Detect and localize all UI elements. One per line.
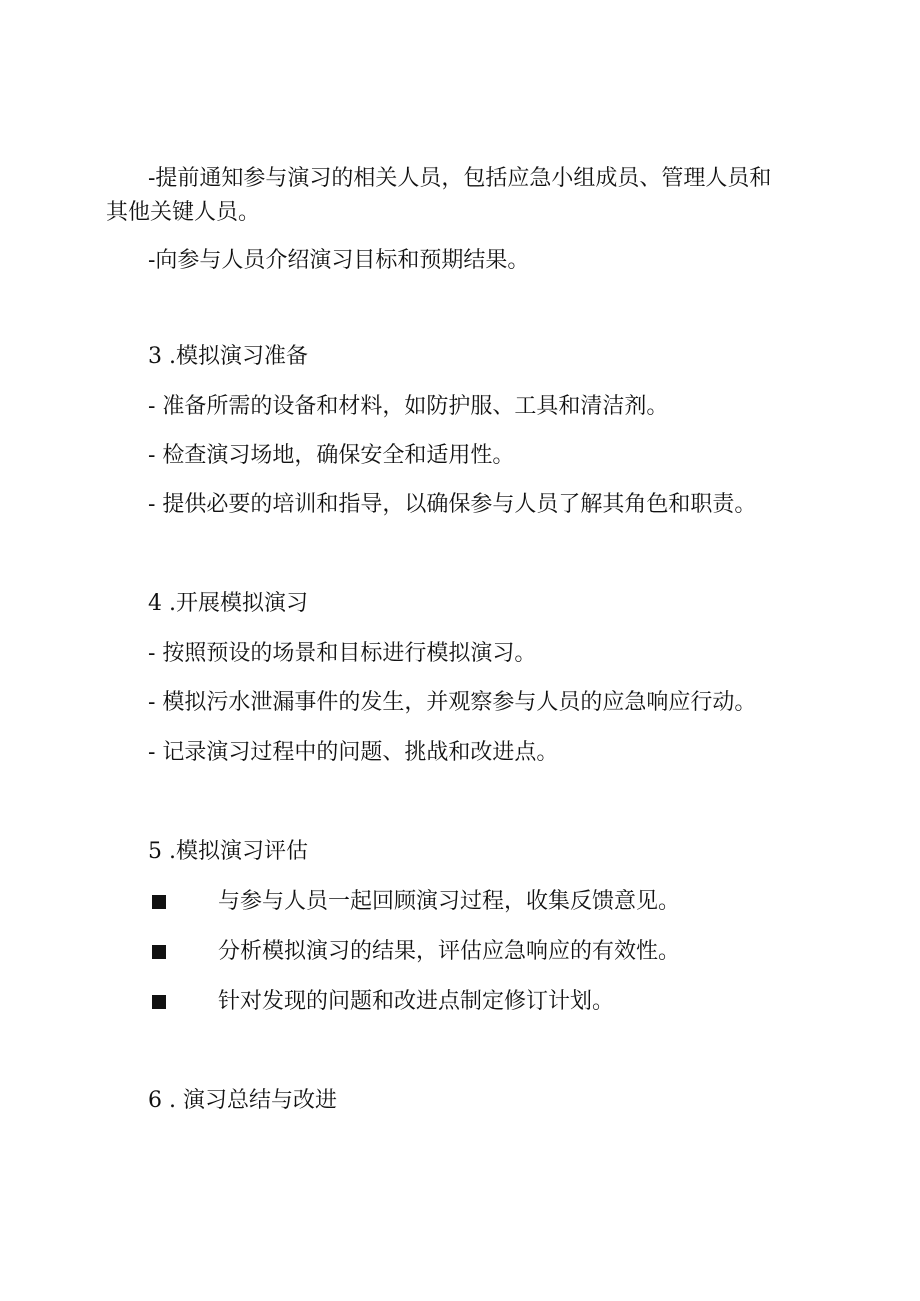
section-5-item-1-text: 与参与人员一起回顾演习过程，收集反馈意见。 [218,889,681,914]
section-3-item-1: - 准备所需的设备和材料，如防护服、工具和清洁剂。 [148,394,669,419]
section-4-item-1: - 按照预设的场景和目标进行模拟演习。 [148,641,537,666]
intro-line-1: -提前通知参与演习的相关人员，包括应急小组成员、管理人员和 [148,166,772,191]
intro-line-2: 其他关键人员。 [106,200,261,225]
section-6-heading: 6 . 演习总结与改进 [148,1088,337,1113]
square-bullet-icon [152,895,166,909]
section-4-item-3: - 记录演习过程中的问题、挑战和改进点。 [148,740,559,765]
section-3-heading: 3 .模拟演习准备 [148,344,308,369]
square-bullet-icon [152,995,166,1009]
section-5-item-3-text: 针对发现的问题和改进点制定修订计划。 [218,989,615,1014]
section-3-item-2: - 检查演习场地，确保安全和适用性。 [148,443,515,468]
section-4-item-2: - 模拟污水泄漏事件的发生，并观察参与人员的应急响应行动。 [148,690,757,715]
intro-line-3: -向参与人员介绍演习目标和预期结果。 [148,248,530,273]
section-5-item-2-text: 分析模拟演习的结果，评估应急响应的有效性。 [218,939,681,964]
square-bullet-icon [152,945,166,959]
section-5-heading: 5 .模拟演习评估 [148,839,308,864]
section-3-item-3: - 提供必要的培训和指导，以确保参与人员了解其角色和职责。 [148,492,757,517]
section-4-heading: 4 .开展模拟演习 [148,591,308,616]
